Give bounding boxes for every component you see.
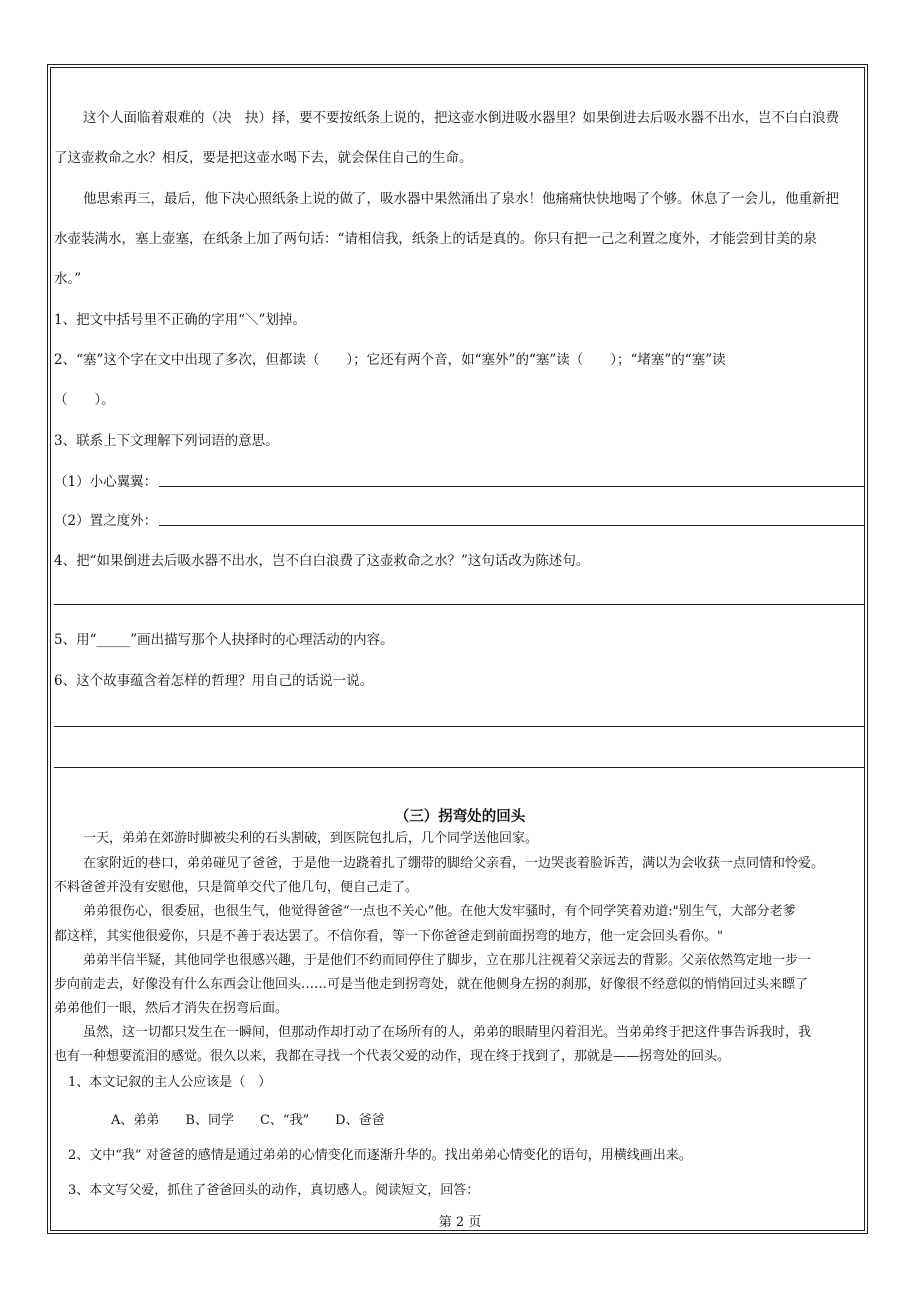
answer-line-6-b[interactable]	[54, 767, 864, 768]
question-6: 6、这个故事蕴含着怎样的哲理？用自己的话说一说。	[54, 673, 374, 689]
section-3-line-4: 弟弟很伤心，很委屈，也很生气，他觉得爸爸“一点也不关心”他。在他大发牢骚时，有个同学笑着劝道:"别生气，大部分老爹	[83, 904, 796, 919]
answer-line-6-a[interactable]	[54, 726, 864, 727]
question-5: 5、用“_____”画出描写那个人抉择时的心理活动的内容。	[54, 632, 394, 648]
question-3: 3、联系上下文理解下列词语的意思。	[54, 433, 279, 449]
answer-line-3-1[interactable]	[159, 486, 864, 487]
section-3-question-3: 3、本文写父爱，抓住了爸爸回头的动作，真切感人。阅读短文，回答：	[68, 1183, 480, 1198]
answer-line-3-2[interactable]	[159, 525, 864, 526]
passage-paragraph-2-line-3: 水。”	[54, 271, 82, 287]
section-3-line-3: 不料爸爸并没有安慰他，只是简单交代了他几句，便自己走了。	[54, 880, 419, 895]
question-1: 1、把文中括号里不正确的字用“＼”划掉。	[54, 312, 306, 328]
section-3-title: （三）拐弯处的回头	[394, 809, 526, 825]
section-3-question-2: 2、文中“我” 对爸爸的感情是通过弟弟的心情变化而逐渐升华的。找出弟弟心情变化的语句，用横线画出来。	[68, 1148, 692, 1163]
section-3-line-8: 弟弟他们一眼，然后才消失在拐弯后面。	[54, 1001, 289, 1016]
section-3-line-1: 一天，弟弟在郊游时脚被尖利的石头割破，到医院包扎后，几个同学送他回家。	[83, 831, 539, 846]
page-number: 第 2 页	[438, 1215, 482, 1230]
question-2-line-2: （ ）。	[54, 392, 115, 408]
section-3-line-10: 也有一种想要流泪的感觉。很久以来，我都在寻找一个代表父爱的动作，现在终于找到了，那就是——拐弯处的回头。	[54, 1049, 731, 1064]
section-3-line-5: 都这样，其实他很爱你，只是不善于表达罢了。不信你看，等一下你爸爸走到前面拐弯的地方，他一定会回头看你。"	[54, 929, 723, 944]
section-3-question-1: 1、本文记叙的主人公应该是（ ）	[68, 1075, 272, 1090]
section-3-line-2: 在家附近的巷口，弟弟碰见了爸爸，于是他一边跷着扎了绷带的脚给父亲看，一边哭丧着脸诉苦，满以为会收获一点同情和怜爱。	[83, 856, 825, 871]
passage-paragraph-2-line-2: 水壶装满水，塞上壶塞，在纸条上加了两句话：“请相信我，纸条上的话是真的。你只有把一己之利置之度外，才能尝到甘美的泉	[54, 231, 817, 247]
passage-paragraph-2-line-1: 他思索再三，最后，他下决心照纸条上说的做了，吸水器中果然涌出了泉水！他痛痛快快地喝了个够。休息了一会儿，他重新把	[83, 191, 839, 207]
passage-paragraph-1-line-2: 了这壶救命之水？相反，要是把这壶水喝下去，就会保住自己的生命。	[54, 150, 473, 166]
question-2-line-1: 2、“塞”这个字在文中出现了多次，但都读（ ）；它还有两个音，如“塞外”的“塞”读（ ）；“堵塞”的“塞”读	[54, 352, 726, 368]
answer-line-4[interactable]	[54, 604, 864, 605]
section-3-question-1-options: A、弟弟 B、同学 C、“我” D、爸爸	[111, 1113, 385, 1128]
question-3-item-1-label: （1）小心翼翼：	[54, 474, 158, 490]
section-3-line-7: 步向前走去，好像没有什么东西会让他回头……可是当他走到拐弯处，就在他侧身左拐的刹那，好像很不经意似的悄悄回过头来瞟了	[54, 977, 809, 992]
passage-paragraph-1-line-1: 这个人面临着艰难的（决 抉）择，要不要按纸条上说的，把这壶水倒进吸水器里？如果倒进去后吸水器不出水，岂不白白浪费	[83, 110, 839, 126]
question-4: 4、把“如果倒进去后吸水器不出水，岂不白白浪费了这壶救命之水？”这句话改为陈述句。	[54, 553, 590, 569]
section-3-line-9: 虽然，这一切都只发生在一瞬间，但那动作却打动了在场所有的人，弟弟的眼睛里闪着泪光。当弟弟终于把这件事告诉我时，我	[83, 1025, 812, 1040]
section-3-line-6: 弟弟半信半疑，其他同学也很感兴趣，于是他们不约而同停住了脚步，立在那儿注视着父亲远去的背影。父亲依然笃定地一步一	[83, 953, 812, 968]
question-3-item-2-label: （2）置之度外：	[54, 513, 158, 529]
